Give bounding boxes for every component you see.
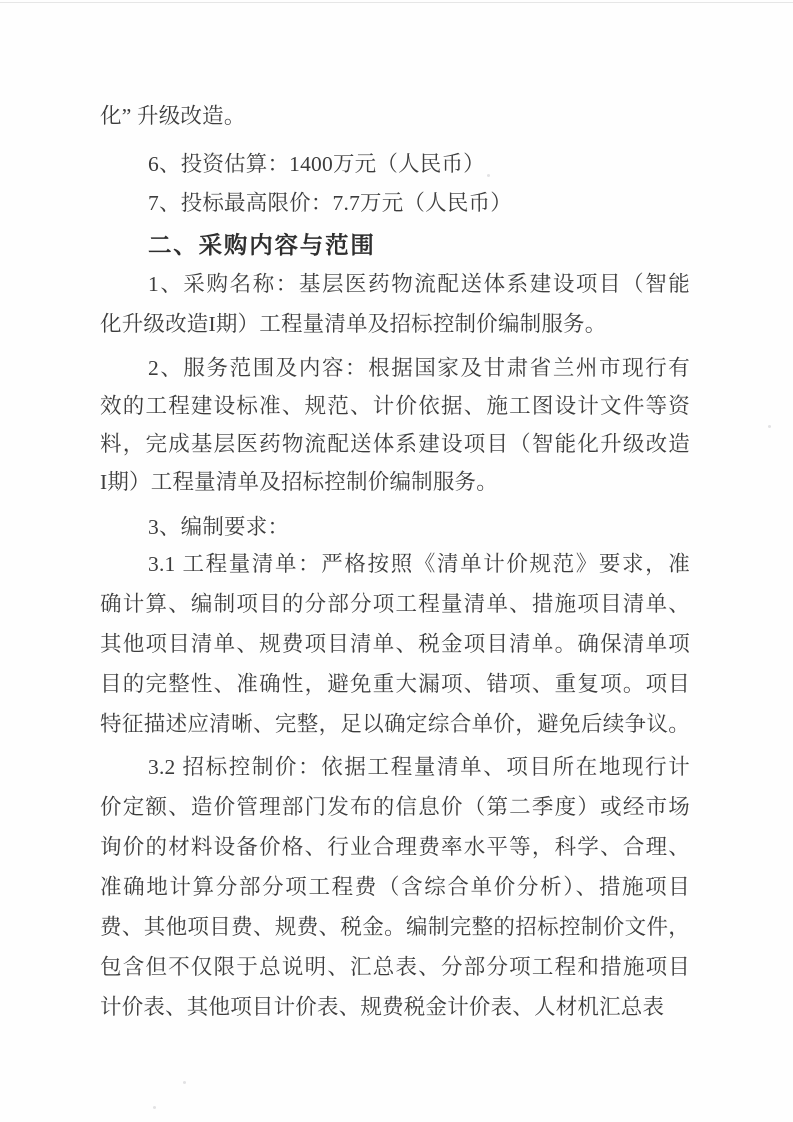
paragraph-item-3 bbox=[100, 507, 690, 547]
paragraph-item-3-2 bbox=[100, 747, 690, 1027]
text-line: 目的完整性、准确性，避免重大漏项、错项、重复项。项目 bbox=[100, 672, 690, 696]
scan-speck bbox=[153, 1106, 156, 1109]
text-line: 化升级改造I期）工程量清单及招标控制价编制服务。 bbox=[100, 312, 607, 336]
section-heading bbox=[100, 225, 690, 265]
text-line: 特征描述应清晰、完整，足以确定综合单价，避免后续争议。 bbox=[100, 712, 690, 736]
scan-edge-line bbox=[0, 2, 793, 3]
text-line: 包含但不仅限于总说明、汇总表、分部分项工程和措施项目 bbox=[100, 955, 690, 979]
text-line: I期）工程量清单及招标控制价编制服务。 bbox=[100, 470, 498, 494]
paragraph-item-7 bbox=[100, 183, 690, 223]
text-line: 费、其他项目费、规费、税金。编制完整的招标控制价文件， bbox=[100, 915, 690, 939]
paragraph-item-1 bbox=[100, 264, 690, 344]
text-line: 确计算、编制项目的分部分项工程量清单、措施项目清单、 bbox=[100, 592, 690, 616]
text-line: 3、编制要求： bbox=[148, 515, 290, 539]
paragraph-item-6 bbox=[100, 144, 690, 184]
paragraph-continuation bbox=[100, 96, 690, 136]
text-line: 准确地计算分部分项工程费（含综合单价分析）、措施项目 bbox=[100, 875, 690, 899]
text-line: 化” 升级改造。 bbox=[100, 104, 246, 128]
paragraph-item-2 bbox=[100, 349, 690, 501]
text-line: 1、采购名称：基层医药物流配送体系建设项目（智能 bbox=[148, 272, 690, 296]
text-line: 3.2 招标控制价：依据工程量清单、项目所在地现行计 bbox=[148, 755, 690, 779]
text-line: 其他项目清单、规费项目清单、税金项目清单。确保清单项 bbox=[100, 632, 690, 656]
text-line: 3.1 工程量清单：严格按照《清单计价规范》要求，准 bbox=[148, 552, 690, 576]
text-line: 6、投资估算：1400万元（人民币） bbox=[148, 152, 485, 176]
text-line: 价定额、造价管理部门发布的信息价（第二季度）或经市场 bbox=[100, 795, 690, 819]
text-line: 询价的材料设备价格、行业合理费率水平等，科学、合理、 bbox=[100, 835, 690, 859]
paragraph-item-3-1 bbox=[100, 544, 690, 744]
text-line: 计价表、其他项目计价表、规费税金计价表、人材机汇总表 bbox=[100, 995, 665, 1019]
scan-speck bbox=[768, 425, 771, 428]
text-line: 2、服务范围及内容：根据国家及甘肃省兰州市现行有 bbox=[148, 356, 690, 380]
scan-speck bbox=[183, 1081, 186, 1084]
section-heading-text: 二、采购内容与范围 bbox=[148, 232, 376, 258]
text-line: 料，完成基层医药物流配送体系建设项目（智能化升级改造 bbox=[100, 432, 690, 456]
text-line: 效的工程建设标准、规范、计价依据、施工图设计文件等资 bbox=[100, 394, 690, 418]
text-line: 7、投标最高限价：7.7万元（人民币） bbox=[148, 191, 512, 215]
